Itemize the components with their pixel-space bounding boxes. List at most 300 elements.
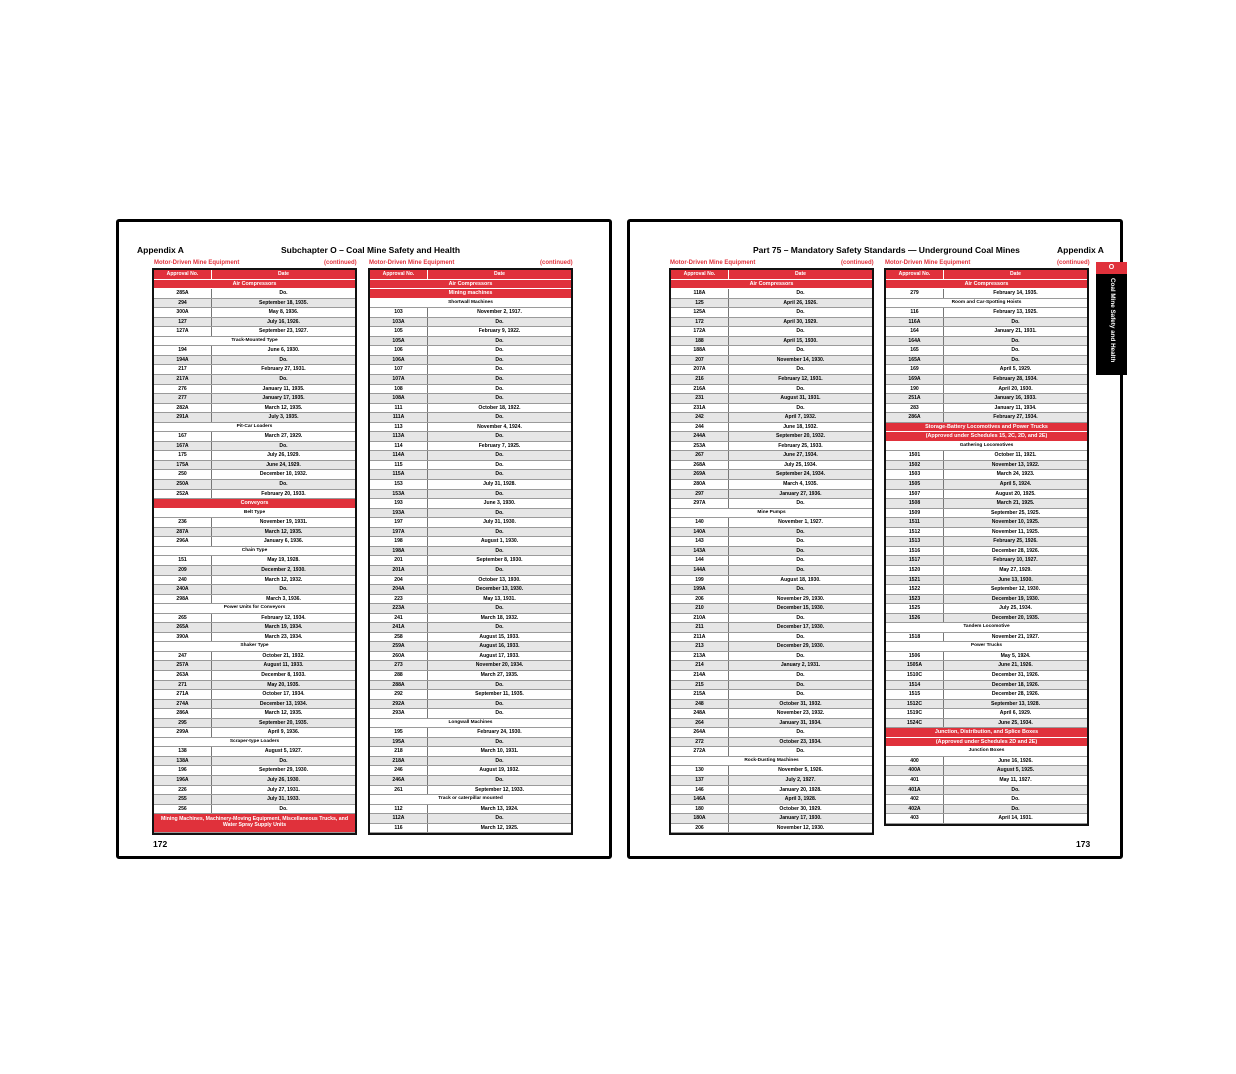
approval-number-cell: 111 <box>370 404 428 413</box>
table-row <box>886 356 1087 366</box>
date-cell: October 21, 1932. <box>262 652 305 659</box>
table-row <box>370 661 571 671</box>
approval-number-cell: 286A <box>154 709 212 718</box>
date-cell: October 11, 1921. <box>994 452 1037 459</box>
table-row <box>671 671 872 681</box>
date-cell: January 2, 1931. <box>780 662 821 669</box>
table-header-row <box>370 270 571 280</box>
approval-number-cell: 195 <box>370 728 428 737</box>
table-row <box>370 547 571 557</box>
date-cell: June 27, 1934. <box>783 452 818 459</box>
approval-number-cell: 165A <box>886 356 944 365</box>
approval-number-cell: 188 <box>671 337 729 346</box>
subsection-heading: Chain Type <box>154 547 355 557</box>
date-cell: April 15, 1930. <box>783 337 818 344</box>
table-row <box>671 432 872 442</box>
approval-number-cell: 216A <box>671 385 729 394</box>
table-row <box>154 451 355 461</box>
table-row <box>370 499 571 509</box>
approval-number-cell: 223A <box>370 604 428 613</box>
table-row <box>154 709 355 719</box>
table-row <box>671 614 872 624</box>
approval-number-cell: 274A <box>154 700 212 709</box>
approval-number-cell: 231A <box>671 404 729 413</box>
date-cell: December 28, 1926. <box>991 691 1040 698</box>
date-cell: July 16, 1926. <box>267 318 300 325</box>
approval-number-cell: 299A <box>154 728 212 737</box>
section-heading: (Approved under Schedules 15, 2C, 2D, and 2E) <box>886 432 1087 442</box>
table-row <box>154 681 355 691</box>
table-row <box>370 470 571 480</box>
approval-number-cell: 292 <box>370 690 428 699</box>
date-cell: February 24, 1930. <box>477 729 522 736</box>
approval-number-cell: 206 <box>671 824 729 833</box>
subsection-heading: Junction Boxes <box>886 747 1087 757</box>
approval-number-cell: 1511 <box>886 518 944 527</box>
column-header-date: Date <box>794 271 807 277</box>
date-cell: January 6, 1936. <box>263 538 304 545</box>
approval-number-cell: 288 <box>370 671 428 680</box>
approval-number-cell: 169 <box>886 365 944 374</box>
table-row <box>886 470 1087 480</box>
date-cell: June 16, 1926. <box>998 757 1033 764</box>
table-row <box>370 413 571 423</box>
approval-number-cell: 241 <box>370 614 428 623</box>
date-cell: August 19, 1932. <box>479 767 520 774</box>
approval-number-cell: 196 <box>154 766 212 775</box>
date-cell: Do. <box>495 815 504 822</box>
approval-number-cell: 1512 <box>886 528 944 537</box>
date-cell: January 11, 1934. <box>994 404 1037 411</box>
approval-number-cell: 196A <box>154 776 212 785</box>
approval-number-cell: 291A <box>154 413 212 422</box>
approval-number-cell: 106A <box>370 356 428 365</box>
table-row <box>886 604 1087 614</box>
section-heading: Air Compressors <box>370 280 571 290</box>
approval-number-cell: 211 <box>671 623 729 632</box>
approval-number-cell: 293A <box>370 709 428 718</box>
approval-number-cell: 223 <box>370 595 428 604</box>
approval-number-cell: 197 <box>370 518 428 527</box>
approval-number-cell: 215 <box>671 681 729 690</box>
table-row <box>671 747 872 757</box>
approval-number-cell: 1516 <box>886 547 944 556</box>
table-row <box>154 461 355 471</box>
approval-number-cell: 240 <box>154 576 212 585</box>
approval-number-cell: 108 <box>370 385 428 394</box>
date-cell: Do. <box>495 471 504 478</box>
table-row <box>370 786 571 796</box>
approval-number-cell: 269A <box>671 470 729 479</box>
table-row <box>886 480 1087 490</box>
approval-number-cell: 115 <box>370 461 428 470</box>
table-row <box>370 394 571 404</box>
table-row <box>370 585 571 595</box>
date-cell: Do. <box>495 337 504 344</box>
approval-number-cell: 211A <box>671 633 729 642</box>
date-cell: Do. <box>796 500 805 507</box>
approval-number-cell: 1510C <box>886 671 944 680</box>
approval-number-cell: 252A <box>154 490 212 499</box>
approval-number-cell: 282A <box>154 404 212 413</box>
date-cell: Do. <box>495 624 504 631</box>
approval-number-cell: 250 <box>154 470 212 479</box>
approval-table <box>368 268 573 835</box>
table-row <box>154 528 355 538</box>
date-cell: Do. <box>796 681 805 688</box>
date-cell: March 27, 1935. <box>480 671 519 678</box>
approval-number-cell: 197A <box>370 528 428 537</box>
table-row <box>370 556 571 566</box>
approval-number-cell: 113 <box>370 423 428 432</box>
approval-number-cell: 125 <box>671 299 729 308</box>
date-cell: March 13, 1924. <box>480 805 519 812</box>
approval-number-cell: 143 <box>671 537 729 546</box>
table-row <box>671 795 872 805</box>
table-row <box>370 604 571 614</box>
approval-number-cell: 201 <box>370 556 428 565</box>
date-cell: Do. <box>796 671 805 678</box>
approval-number-cell: 209 <box>154 566 212 575</box>
approval-number-cell: 1518 <box>886 633 944 642</box>
approval-number-cell: 255 <box>154 795 212 804</box>
table-row <box>886 346 1087 356</box>
approval-number-cell: 285A <box>154 289 212 298</box>
section-heading: Mining Machines, Machinery-Moving Equipment, Miscellaneous Trucks, and Water Spray Supply Units <box>154 814 355 833</box>
approval-number-cell: 214 <box>671 661 729 670</box>
date-cell: September 23, 1927. <box>259 328 308 335</box>
approval-number-cell: 116 <box>370 824 428 833</box>
date-cell: Do. <box>796 328 805 335</box>
table-row <box>154 747 355 757</box>
approval-number-cell: 226 <box>154 786 212 795</box>
table-row <box>671 776 872 786</box>
table-row <box>370 642 571 652</box>
table-row <box>886 499 1087 509</box>
approval-number-cell: 199A <box>671 585 729 594</box>
table-row <box>370 766 571 776</box>
date-cell: September 13, 1928. <box>991 700 1040 707</box>
table-row <box>886 337 1087 347</box>
approval-number-cell: 175 <box>154 451 212 460</box>
table-row <box>886 681 1087 691</box>
date-cell: February 9, 1922. <box>478 328 521 335</box>
subsection-heading: Rock-Dusting Machines <box>671 757 872 767</box>
table-row <box>154 299 355 309</box>
table-row <box>370 623 571 633</box>
date-cell: September 20, 1932. <box>776 433 825 440</box>
table-row <box>671 490 872 500</box>
table-row <box>671 728 872 738</box>
table-row <box>886 757 1087 767</box>
date-cell: Do. <box>279 757 288 764</box>
table-row <box>154 690 355 700</box>
table-row <box>671 327 872 337</box>
table-row <box>370 480 571 490</box>
table-row <box>154 728 355 738</box>
date-cell: Do. <box>796 547 805 554</box>
approval-number-cell: 216 <box>671 375 729 384</box>
approval-number-cell: 107 <box>370 365 428 374</box>
approval-number-cell: 268A <box>671 461 729 470</box>
table-row <box>370 614 571 624</box>
date-cell: Do. <box>495 366 504 373</box>
date-cell: March 12, 1925. <box>480 824 519 831</box>
approval-number-cell: 138A <box>154 757 212 766</box>
date-cell: Do. <box>495 356 504 363</box>
date-cell: Do. <box>1011 337 1020 344</box>
approval-number-cell: 402A <box>886 805 944 814</box>
approval-number-cell: 271A <box>154 690 212 699</box>
date-cell: July 2, 1927. <box>785 776 816 783</box>
table-row <box>671 289 872 299</box>
table-row <box>671 394 872 404</box>
date-cell: November 20, 1934. <box>475 662 524 669</box>
table-row <box>886 652 1087 662</box>
table-row <box>154 346 355 356</box>
table-row <box>671 337 872 347</box>
date-cell: Do. <box>796 385 805 392</box>
section-heading: Air Compressors <box>671 280 872 290</box>
table-row <box>886 289 1087 299</box>
table-row <box>886 671 1087 681</box>
approval-number-cell: 172A <box>671 327 729 336</box>
table-header-row <box>886 270 1087 280</box>
table-row <box>370 633 571 643</box>
column-header-approval-no: Approval No. <box>370 270 428 279</box>
date-cell: May 19, 1928. <box>267 557 300 564</box>
table-row <box>154 652 355 662</box>
table-row <box>886 776 1087 786</box>
date-cell: Do. <box>495 395 504 402</box>
table-label: Motor-Driven Mine Equipment <box>369 260 455 266</box>
date-cell: Do. <box>796 309 805 316</box>
approval-number-cell: 390A <box>154 633 212 642</box>
approval-number-cell: 198A <box>370 547 428 556</box>
table-row <box>370 671 571 681</box>
table-row <box>671 719 872 729</box>
date-cell: December 10, 1932. <box>259 471 308 478</box>
approval-number-cell: 1505A <box>886 661 944 670</box>
table-row <box>370 728 571 738</box>
approval-number-cell: 1514 <box>886 681 944 690</box>
table-row <box>370 365 571 375</box>
continued-label: (continued) <box>540 260 573 266</box>
table-label: Motor-Driven Mine Equipment <box>154 260 240 266</box>
date-cell: November 14, 1930. <box>776 356 825 363</box>
table-row <box>154 442 355 452</box>
table-row <box>886 576 1087 586</box>
date-cell: Do. <box>495 414 504 421</box>
date-cell: Do. <box>495 681 504 688</box>
table-row <box>154 356 355 366</box>
approval-number-cell: 244 <box>671 423 729 432</box>
approval-number-cell: 194A <box>154 356 212 365</box>
table-row <box>886 595 1087 605</box>
date-cell: Do. <box>495 490 504 497</box>
table-row <box>671 633 872 643</box>
table-row <box>886 709 1087 719</box>
date-cell: April 30, 1929. <box>783 318 818 325</box>
approval-number-cell: 267 <box>671 451 729 460</box>
section-heading: Junction, Distribution, and Splice Boxes <box>886 728 1087 738</box>
approval-number-cell: 108A <box>370 394 428 403</box>
date-cell: April 3, 1928. <box>784 796 817 803</box>
date-cell: November 5, 1926. <box>778 767 823 774</box>
date-cell: Do. <box>279 356 288 363</box>
approval-number-cell: 130 <box>671 766 729 775</box>
approval-number-cell: 1508 <box>886 499 944 508</box>
table-row <box>886 795 1087 805</box>
date-cell: June 24, 1929. <box>266 461 301 468</box>
table-row <box>154 432 355 442</box>
table-row <box>370 385 571 395</box>
date-cell: March 19, 1934. <box>264 624 303 631</box>
date-cell: October 13, 1930. <box>478 576 521 583</box>
approval-number-cell: 263A <box>154 671 212 680</box>
date-cell: August 16, 1933. <box>479 643 520 650</box>
page-title: Subchapter O – Coal Mine Safety and Health <box>281 245 461 255</box>
table-row <box>370 757 571 767</box>
date-cell: April 6, 1929. <box>999 710 1032 717</box>
date-cell: September 20, 1935. <box>259 719 308 726</box>
date-cell: November 4, 1924. <box>477 423 522 430</box>
approval-number-cell: 273 <box>370 661 428 670</box>
date-cell: August 31, 1931. <box>780 395 821 402</box>
approval-number-cell: 146 <box>671 786 729 795</box>
date-cell: Do. <box>495 347 504 354</box>
date-cell: June 18, 1932. <box>783 423 818 430</box>
approval-table <box>884 268 1089 826</box>
date-cell: Do. <box>796 347 805 354</box>
section-heading: Air Compressors <box>154 280 355 290</box>
date-cell: Do. <box>495 433 504 440</box>
approval-number-cell: 218A <box>370 757 428 766</box>
table-row <box>671 623 872 633</box>
table-row <box>370 690 571 700</box>
date-cell: March 3, 1936. <box>266 595 301 602</box>
date-cell: February 25, 1933. <box>778 442 823 449</box>
date-cell: March 24, 1923. <box>996 471 1035 478</box>
approval-number-cell: 297 <box>671 490 729 499</box>
table-row <box>370 595 571 605</box>
date-cell: February 28, 1934. <box>993 376 1038 383</box>
approval-number-cell: 283 <box>886 404 944 413</box>
date-cell: June 6, 1930. <box>267 347 300 354</box>
approval-number-cell: 103 <box>370 308 428 317</box>
date-cell: Do. <box>495 566 504 573</box>
subsection-heading: Power Units for Conveyors <box>154 604 355 614</box>
table-row <box>154 308 355 318</box>
chapter-side-tab <box>1096 262 1127 375</box>
table-row <box>886 404 1087 414</box>
date-cell: November 12, 1930. <box>776 824 825 831</box>
table-row <box>154 776 355 786</box>
approval-number-cell: 1502 <box>886 461 944 470</box>
approval-number-cell: 1526 <box>886 614 944 623</box>
date-cell: November 23, 1932. <box>776 710 825 717</box>
date-cell: March 10, 1931. <box>480 748 519 755</box>
table-row <box>886 661 1087 671</box>
date-cell: September 12, 1933. <box>475 786 524 793</box>
table-row <box>671 566 872 576</box>
approval-number-cell: 250A <box>154 480 212 489</box>
date-cell: April 20, 1930. <box>998 385 1033 392</box>
approval-number-cell: 1506 <box>886 652 944 661</box>
table-label: Motor-Driven Mine Equipment <box>885 260 971 266</box>
date-cell: March 23, 1934. <box>264 633 303 640</box>
date-cell: October 18, 1922. <box>478 404 521 411</box>
table-row <box>886 585 1087 595</box>
date-cell: February 12, 1931. <box>778 376 823 383</box>
approval-number-cell: 118A <box>671 289 729 298</box>
date-cell: January 20, 1928. <box>779 786 822 793</box>
table-row <box>886 318 1087 328</box>
table-row <box>886 461 1087 471</box>
approval-number-cell: 264 <box>671 719 729 728</box>
approval-number-cell: 292A <box>370 700 428 709</box>
table-row <box>154 671 355 681</box>
table-row <box>154 327 355 337</box>
date-cell: March 12, 1935. <box>264 404 303 411</box>
date-cell: Do. <box>796 557 805 564</box>
table-row <box>154 805 355 815</box>
date-cell: Do. <box>796 691 805 698</box>
approval-number-cell: 241A <box>370 623 428 632</box>
continued-label: (continued) <box>841 260 874 266</box>
approval-number-cell: 271 <box>154 681 212 690</box>
date-cell: June 21, 1926. <box>998 662 1033 669</box>
subsection-heading: Longwall Machines <box>370 719 571 729</box>
table-row <box>886 394 1087 404</box>
table-row <box>154 518 355 528</box>
table-row <box>886 365 1087 375</box>
date-cell: Do. <box>1011 318 1020 325</box>
date-cell: Do. <box>796 528 805 535</box>
section-heading: Storage-Battery Locomotives and Power Trucks <box>886 423 1087 433</box>
date-cell: Do. <box>495 385 504 392</box>
date-cell: March 18, 1932. <box>480 614 519 621</box>
approval-number-cell: 1520 <box>886 566 944 575</box>
subsection-heading: Mine Pumps <box>671 509 872 519</box>
approval-number-cell: 111A <box>370 413 428 422</box>
table-row <box>671 547 872 557</box>
page-number: 173 <box>1076 839 1091 849</box>
approval-number-cell: 246A <box>370 776 428 785</box>
approval-number-cell: 286A <box>886 413 944 422</box>
date-cell: June 3, 1930. <box>483 500 516 507</box>
date-cell: July 31, 1928. <box>483 481 516 488</box>
table-row <box>154 556 355 566</box>
table-row <box>671 805 872 815</box>
approval-number-cell: 151 <box>154 556 212 565</box>
subsection-heading: Tandem Locomotive <box>886 623 1087 633</box>
approval-number-cell: 296A <box>154 537 212 546</box>
table-row <box>154 700 355 710</box>
date-cell: February 13, 1925. <box>993 309 1038 316</box>
approval-number-cell: 1521 <box>886 576 944 585</box>
column-header-approval-no: Approval No. <box>886 270 944 279</box>
table-row <box>886 509 1087 519</box>
approval-number-cell: 1505 <box>886 480 944 489</box>
table-row <box>886 719 1087 729</box>
table-row <box>671 404 872 414</box>
side-tab-text: Coal Mine Safety and Health <box>1108 278 1116 363</box>
approval-number-cell: 143A <box>671 547 729 556</box>
date-cell: November 1, 1927. <box>778 519 823 526</box>
approval-number-cell: 276 <box>154 385 212 394</box>
table-row <box>886 375 1087 385</box>
